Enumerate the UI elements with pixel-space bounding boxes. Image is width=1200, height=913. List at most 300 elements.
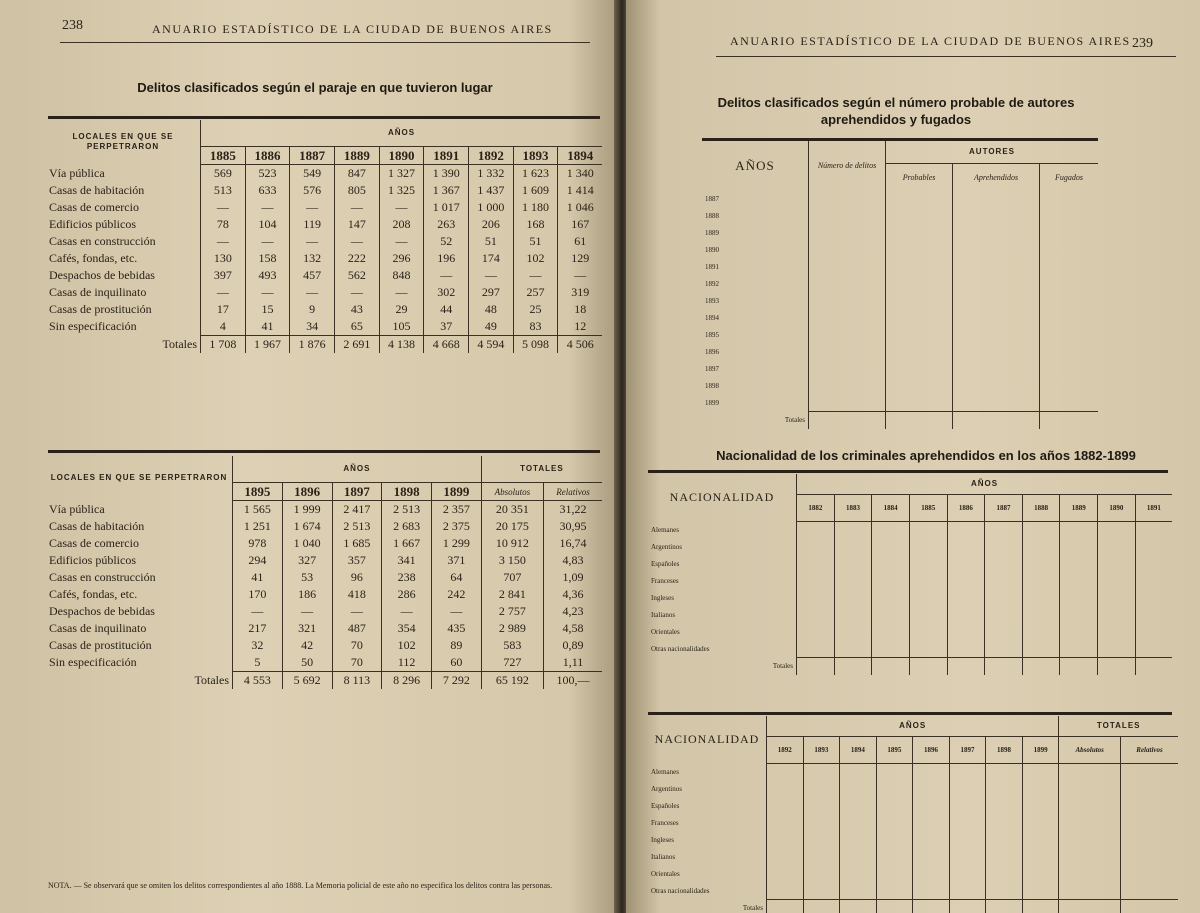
cell-value xyxy=(1060,573,1098,590)
table-row xyxy=(46,182,602,199)
total-value: 65 192 xyxy=(481,672,543,690)
cell-value: 354 xyxy=(382,620,432,637)
cell-value: 50 xyxy=(282,654,332,672)
cell-value xyxy=(834,522,872,539)
cell-value xyxy=(986,815,1023,832)
cell-value: 43 xyxy=(335,301,380,318)
row-label: Vía pública xyxy=(49,501,105,516)
cell-value: 174 xyxy=(469,250,514,267)
cell-value: 457 xyxy=(290,267,335,284)
cell-value xyxy=(1039,190,1098,207)
cell-value: 17 xyxy=(201,301,246,318)
cell-value: 42 xyxy=(282,637,332,654)
year-label: 1889 xyxy=(705,228,719,237)
cell-value: — xyxy=(424,267,469,284)
cell-value: 1 565 xyxy=(233,501,283,519)
year-header: 1896 xyxy=(913,737,950,764)
cell-value: — xyxy=(290,284,335,301)
year-header: 1891 xyxy=(424,147,469,165)
cell-value xyxy=(1022,883,1059,900)
cell-value xyxy=(1060,624,1098,641)
table-row xyxy=(648,883,1178,900)
cell-value xyxy=(947,573,985,590)
cell-value xyxy=(1098,607,1136,624)
cell-value xyxy=(953,258,1040,275)
cell-value: 493 xyxy=(245,267,290,284)
cell-value xyxy=(840,781,877,798)
total-value xyxy=(1060,658,1098,676)
total-value xyxy=(872,658,910,676)
cell-value: 44 xyxy=(424,301,469,318)
cell-value: 1 040 xyxy=(282,535,332,552)
table-row xyxy=(46,165,602,183)
cell-value xyxy=(1135,522,1172,539)
cell-value: 397 xyxy=(201,267,246,284)
nationality-label: Españoles xyxy=(651,802,680,810)
year-label: 1892 xyxy=(705,279,719,288)
cell-value xyxy=(1022,832,1059,849)
total-value xyxy=(949,900,986,913)
cell-value xyxy=(797,590,835,607)
year-header: 1893 xyxy=(803,737,840,764)
year-label: 1887 xyxy=(705,194,719,203)
cell-value xyxy=(953,360,1040,377)
cell-value xyxy=(1039,326,1098,343)
cell-value: 327 xyxy=(282,552,332,569)
relativos-header: Relativos xyxy=(543,483,602,501)
cell-value xyxy=(986,832,1023,849)
cell-value: 1,09 xyxy=(543,569,602,586)
cell-value xyxy=(1059,815,1121,832)
year-header: 1891 xyxy=(1135,495,1172,522)
table-row xyxy=(46,569,602,586)
cell-value: 1 609 xyxy=(513,182,558,199)
cell-value xyxy=(949,866,986,883)
table-row xyxy=(46,552,602,569)
cell-value xyxy=(913,832,950,849)
cell-value xyxy=(909,556,947,573)
cell-value xyxy=(767,815,804,832)
cell-value: 168 xyxy=(513,216,558,233)
cell-value: 319 xyxy=(558,284,602,301)
cell-value xyxy=(886,275,953,292)
year-label: 1896 xyxy=(705,347,719,356)
cell-value xyxy=(1039,292,1098,309)
table-row xyxy=(46,501,602,519)
cell-value xyxy=(913,866,950,883)
nationality-header: NACIONALIDAD xyxy=(654,732,760,747)
row-label: Cafés, fondas, etc. xyxy=(49,587,138,601)
year-header: 1886 xyxy=(245,147,290,165)
cell-value xyxy=(809,377,886,394)
total-value: 4 553 xyxy=(233,672,283,690)
table-row xyxy=(702,377,1098,394)
total-value xyxy=(876,900,913,913)
cell-value xyxy=(840,883,877,900)
cell-value xyxy=(1022,624,1060,641)
cell-value: 96 xyxy=(332,569,382,586)
cell-value xyxy=(797,607,835,624)
cell-value xyxy=(797,573,835,590)
cell-value xyxy=(1121,764,1178,781)
cell-value: 1 667 xyxy=(382,535,432,552)
year-header: 1883 xyxy=(834,495,872,522)
cell-value: — xyxy=(290,233,335,250)
cell-value xyxy=(834,556,872,573)
cell-value xyxy=(1039,394,1098,411)
cell-value xyxy=(872,624,910,641)
total-value xyxy=(1022,658,1060,676)
year-header: 1889 xyxy=(1060,495,1098,522)
cell-value: 321 xyxy=(282,620,332,637)
totals-label: Totales xyxy=(784,415,805,424)
header-rule xyxy=(716,56,1176,57)
year-header: 1894 xyxy=(840,737,877,764)
row-label: Sin especificación xyxy=(49,655,137,670)
cell-value: 263 xyxy=(424,216,469,233)
cell-value xyxy=(1121,866,1178,883)
cell-value: 102 xyxy=(513,250,558,267)
cell-value: 147 xyxy=(335,216,380,233)
cell-value xyxy=(953,343,1040,360)
cell-value xyxy=(803,883,840,900)
cell-value: 70 xyxy=(332,637,382,654)
nationality-label: Alemanes xyxy=(651,768,679,776)
cell-value: 2 757 xyxy=(481,603,543,620)
year-header: 1898 xyxy=(382,483,432,501)
total-value xyxy=(1121,900,1178,913)
stub-header: LOCALES EN QUE SE PERPETRARON xyxy=(72,132,174,152)
table-row xyxy=(46,654,602,672)
year-header: 1887 xyxy=(290,147,335,165)
table-row xyxy=(648,556,1172,573)
cell-value xyxy=(1060,522,1098,539)
cell-value xyxy=(953,275,1040,292)
table4-top-rule xyxy=(648,470,1168,473)
nationality-label: Franceses xyxy=(651,577,679,585)
cell-value xyxy=(1039,224,1098,241)
cell-value xyxy=(886,343,953,360)
cell-value xyxy=(886,377,953,394)
nationality-table-1882-1891 xyxy=(648,474,1172,675)
cell-value xyxy=(1022,556,1060,573)
cell-value xyxy=(876,849,913,866)
table-row xyxy=(46,637,602,654)
total-value: 4 138 xyxy=(379,336,424,354)
cell-value: — xyxy=(233,603,283,620)
total-value: 5 098 xyxy=(513,336,558,354)
table-title: Delitos clasificados según el número probable de autores aprehendidos y fugados xyxy=(717,95,1075,127)
cell-value: 222 xyxy=(335,250,380,267)
cell-value xyxy=(886,292,953,309)
cell-value xyxy=(886,224,953,241)
cell-value: — xyxy=(290,199,335,216)
cell-value: — xyxy=(201,284,246,301)
table-row xyxy=(46,284,602,301)
total-value xyxy=(953,411,1040,429)
total-value: 4 668 xyxy=(424,336,469,354)
cell-value: 5 xyxy=(233,654,283,672)
cell-value: 286 xyxy=(382,586,432,603)
cell-value xyxy=(1059,798,1121,815)
cell-value: 196 xyxy=(424,250,469,267)
cell-value: 1 017 xyxy=(424,199,469,216)
year-header: 1886 xyxy=(947,495,985,522)
table-row xyxy=(648,866,1178,883)
cell-value: 2 513 xyxy=(332,518,382,535)
cell-value xyxy=(953,394,1040,411)
cell-value xyxy=(1059,832,1121,849)
cell-value xyxy=(809,326,886,343)
cell-value xyxy=(953,224,1040,241)
cell-value xyxy=(947,624,985,641)
cell-value xyxy=(803,798,840,815)
cell-value xyxy=(803,815,840,832)
years-header: AÑOS xyxy=(233,456,482,483)
cell-value: — xyxy=(245,199,290,216)
total-value xyxy=(797,658,835,676)
totals-header: TOTALES xyxy=(1059,716,1178,737)
table-row xyxy=(648,624,1172,641)
cell-value xyxy=(797,522,835,539)
cell-value: 418 xyxy=(332,586,382,603)
cell-value xyxy=(913,781,950,798)
cell-value: 51 xyxy=(469,233,514,250)
cell-value: 1 325 xyxy=(379,182,424,199)
table-title: Delitos clasificados según el paraje en que tuvieron lugar xyxy=(137,80,493,95)
total-value xyxy=(909,658,947,676)
table-row xyxy=(46,216,602,233)
totals-label: Totales xyxy=(162,336,197,351)
cell-value xyxy=(986,798,1023,815)
cell-value xyxy=(1135,624,1172,641)
cell-value: — xyxy=(245,233,290,250)
year-header: 1884 xyxy=(872,495,910,522)
nationality-label: Franceses xyxy=(651,819,679,827)
year-header: 1885 xyxy=(909,495,947,522)
cell-value: — xyxy=(432,603,482,620)
cell-value xyxy=(834,624,872,641)
year-header: 1888 xyxy=(1022,495,1060,522)
cell-value: 60 xyxy=(432,654,482,672)
table-row xyxy=(702,207,1098,224)
cell-value xyxy=(1039,241,1098,258)
cell-value xyxy=(949,832,986,849)
cell-value xyxy=(876,781,913,798)
row-label: Edificios públicos xyxy=(49,217,136,231)
cell-value xyxy=(1060,641,1098,658)
cell-value xyxy=(1135,573,1172,590)
total-value: 4 594 xyxy=(469,336,514,354)
year-label: 1897 xyxy=(705,364,719,373)
total-value xyxy=(886,411,953,429)
cell-value: 208 xyxy=(379,216,424,233)
cell-value xyxy=(1060,590,1098,607)
cell-value xyxy=(1121,832,1178,849)
cell-value: 1 340 xyxy=(558,165,602,183)
cell-value: 357 xyxy=(332,552,382,569)
cell-value xyxy=(872,641,910,658)
relativos-header: Relativos xyxy=(1121,737,1178,764)
year-header: 1899 xyxy=(1022,737,1059,764)
total-value xyxy=(913,900,950,913)
cell-value xyxy=(872,522,910,539)
probables-header: Probables xyxy=(886,164,953,191)
cell-value: 1 332 xyxy=(469,165,514,183)
table-title: Nacionalidad de los criminales aprehendidos en los años 1882-1899 xyxy=(716,448,1136,463)
nationality-label: Alemanes xyxy=(651,526,679,534)
nationality-label: Italianos xyxy=(651,853,676,861)
cell-value: 37 xyxy=(424,318,469,336)
cell-value xyxy=(913,849,950,866)
cell-value: 3 150 xyxy=(481,552,543,569)
cell-value xyxy=(809,343,886,360)
cell-value xyxy=(886,309,953,326)
cell-value xyxy=(913,798,950,815)
year-header: 1892 xyxy=(767,737,804,764)
cell-value xyxy=(886,360,953,377)
cell-value xyxy=(1121,815,1178,832)
table-row xyxy=(46,318,602,336)
cell-value xyxy=(886,326,953,343)
cell-value xyxy=(797,539,835,556)
row-label: Casas de comercio xyxy=(49,200,139,214)
table-row xyxy=(702,326,1098,343)
page-number: 239 xyxy=(1132,36,1153,51)
year-label: 1894 xyxy=(705,313,719,322)
cell-value xyxy=(1022,539,1060,556)
cell-value: 18 xyxy=(558,301,602,318)
cell-value xyxy=(985,641,1023,658)
total-value xyxy=(840,900,877,913)
cell-value xyxy=(834,539,872,556)
row-label: Casas de inquilinato xyxy=(49,285,147,299)
cell-value: 10 912 xyxy=(481,535,543,552)
cell-value xyxy=(872,590,910,607)
cell-value xyxy=(947,539,985,556)
nationality-label: Argentinos xyxy=(651,543,682,551)
cell-value: 633 xyxy=(245,182,290,199)
nationality-table-1892-1899 xyxy=(648,716,1178,913)
table-row xyxy=(648,573,1172,590)
cell-value: 65 xyxy=(335,318,380,336)
cell-value xyxy=(949,815,986,832)
table-row xyxy=(702,258,1098,275)
cell-value xyxy=(886,207,953,224)
cell-value xyxy=(947,522,985,539)
cell-value: 132 xyxy=(290,250,335,267)
cell-value xyxy=(886,241,953,258)
cell-value xyxy=(767,866,804,883)
cell-value: 64 xyxy=(432,569,482,586)
total-value: 4 506 xyxy=(558,336,602,354)
year-header: 1887 xyxy=(985,495,1023,522)
total-value xyxy=(947,658,985,676)
cell-value xyxy=(986,883,1023,900)
year-header: 1897 xyxy=(949,737,986,764)
year-header: 1896 xyxy=(282,483,332,501)
cell-value xyxy=(909,573,947,590)
cell-value: 257 xyxy=(513,284,558,301)
cell-value xyxy=(909,624,947,641)
table-row xyxy=(46,233,602,250)
total-value xyxy=(1039,411,1098,429)
table-row xyxy=(702,224,1098,241)
cell-value xyxy=(909,522,947,539)
cell-value xyxy=(1098,556,1136,573)
cell-value: 25 xyxy=(513,301,558,318)
cell-value: 487 xyxy=(332,620,382,637)
cell-value xyxy=(985,624,1023,641)
table-row xyxy=(46,586,602,603)
totals-row xyxy=(648,900,1178,913)
cell-value: 51 xyxy=(513,233,558,250)
cell-value: 2 841 xyxy=(481,586,543,603)
cell-value xyxy=(797,624,835,641)
cell-value: 294 xyxy=(233,552,283,569)
cell-value: — xyxy=(379,233,424,250)
table-row xyxy=(702,275,1098,292)
total-value: 7 292 xyxy=(432,672,482,690)
cell-value xyxy=(1098,539,1136,556)
cell-value xyxy=(803,832,840,849)
cell-value: — xyxy=(245,284,290,301)
cell-value: 727 xyxy=(481,654,543,672)
cell-value xyxy=(809,207,886,224)
cell-value: 104 xyxy=(245,216,290,233)
year-label: 1893 xyxy=(705,296,719,305)
cell-value xyxy=(1060,556,1098,573)
cell-value: 206 xyxy=(469,216,514,233)
cell-value: 1 000 xyxy=(469,199,514,216)
total-value xyxy=(809,411,886,429)
cell-value: 52 xyxy=(424,233,469,250)
cell-value xyxy=(809,394,886,411)
cell-value: 341 xyxy=(382,552,432,569)
cell-value xyxy=(809,224,886,241)
cell-value xyxy=(1039,207,1098,224)
table-row xyxy=(648,832,1178,849)
cell-value xyxy=(1022,815,1059,832)
cell-value xyxy=(1039,258,1098,275)
cell-value: 112 xyxy=(382,654,432,672)
cell-value xyxy=(909,641,947,658)
cell-value xyxy=(1098,522,1136,539)
row-label: Edificios públicos xyxy=(49,553,136,567)
year-header: 1889 xyxy=(335,147,380,165)
cell-value: 1 180 xyxy=(513,199,558,216)
cell-value: 1,11 xyxy=(543,654,602,672)
nationality-label: Otras nacionalidades xyxy=(651,887,710,895)
cell-value xyxy=(1135,607,1172,624)
cell-value: 4,58 xyxy=(543,620,602,637)
cell-value xyxy=(985,590,1023,607)
year-label: 1899 xyxy=(705,398,719,407)
cell-value xyxy=(1098,641,1136,658)
nationality-label: Argentinos xyxy=(651,785,682,793)
cell-value xyxy=(986,849,1023,866)
cell-value: 238 xyxy=(382,569,432,586)
cell-value: 119 xyxy=(290,216,335,233)
aprehendidos-header: Aprehendidos xyxy=(953,164,1040,191)
cell-value: — xyxy=(558,267,602,284)
cell-value xyxy=(1098,573,1136,590)
table-row xyxy=(648,815,1178,832)
cell-value: 2 513 xyxy=(382,501,432,519)
cell-value: 158 xyxy=(245,250,290,267)
cell-value xyxy=(985,573,1023,590)
total-value: 1 967 xyxy=(245,336,290,354)
